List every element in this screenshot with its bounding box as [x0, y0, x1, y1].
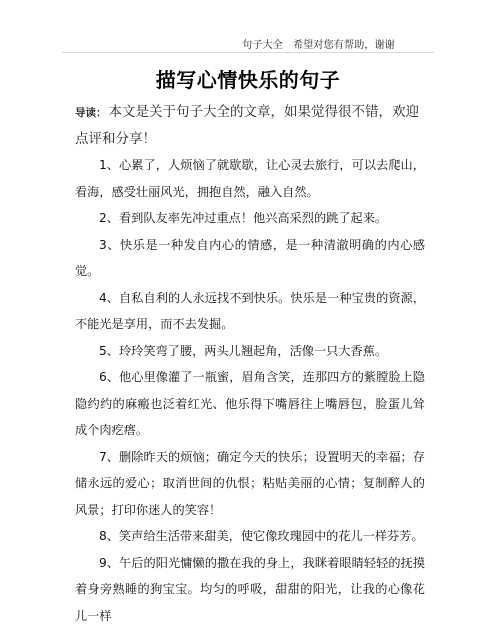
list-item: 4、自私自利的人永远找不到快乐。快乐是一种宝贵的资源，不能光是享用，而不去发掘。	[75, 285, 425, 338]
list-item: 7、删除昨天的烦恼；确定今天的快乐；设置明天的幸福；存储永远的爱心；取消世间的仇恨；粘贴美丽的心情；复制醉人的风景；打印你迷人的笑容！	[75, 444, 425, 524]
list-item: 1、心累了，人烦恼了就歇歇，让心灵去旅行，可以去爬山，看海，感受壮丽风光，拥抱自然，融入自然。	[75, 152, 425, 205]
list-item: 6、他心里像灌了一瓶蜜，眉角含笑，连那四方的紫膛脸上隐隐约约的麻瘢也泛着红光、他乐得下嘴唇往上嘴唇包，脸蛋儿耸成个肉疙瘩。	[75, 364, 425, 444]
page-header	[242, 36, 395, 51]
list-item: 9、午后的阳光慵懒的撒在我的身上，我眯着眼睛轻轻的抚摸着身旁熟睡的狗宝宝。均匀的呼吸，甜甜的阳光，让我的心像花儿一样	[75, 550, 425, 629]
list-item: 2、看到队友率先冲过重点！他兴高采烈的跳了起来。	[75, 205, 425, 232]
document-body	[75, 99, 425, 629]
list-item: 5、玲玲笑弯了腰，两头儿翘起角，活像一只大香蕉。	[75, 338, 425, 365]
intro-paragraph	[75, 99, 425, 152]
header-divider	[62, 52, 434, 53]
intro-label: 导读：	[75, 107, 107, 119]
document-title: 描写心情快乐的句子	[0, 64, 496, 93]
list-item: 8、笑声给生活带来甜美，使它像玫瑰园中的花儿一样芬芳。	[75, 523, 425, 550]
list-item: 3、快乐是一种发自内心的情感，是一种清澈明确的内心感觉。	[75, 232, 425, 285]
header-note: 希望对您有帮助，谢谢	[293, 40, 395, 51]
header-site-name: 句子大全	[242, 40, 283, 51]
intro-text: 本文是关于句子大全的文章，如果觉得很不错，欢迎点评和分享！	[75, 104, 419, 147]
